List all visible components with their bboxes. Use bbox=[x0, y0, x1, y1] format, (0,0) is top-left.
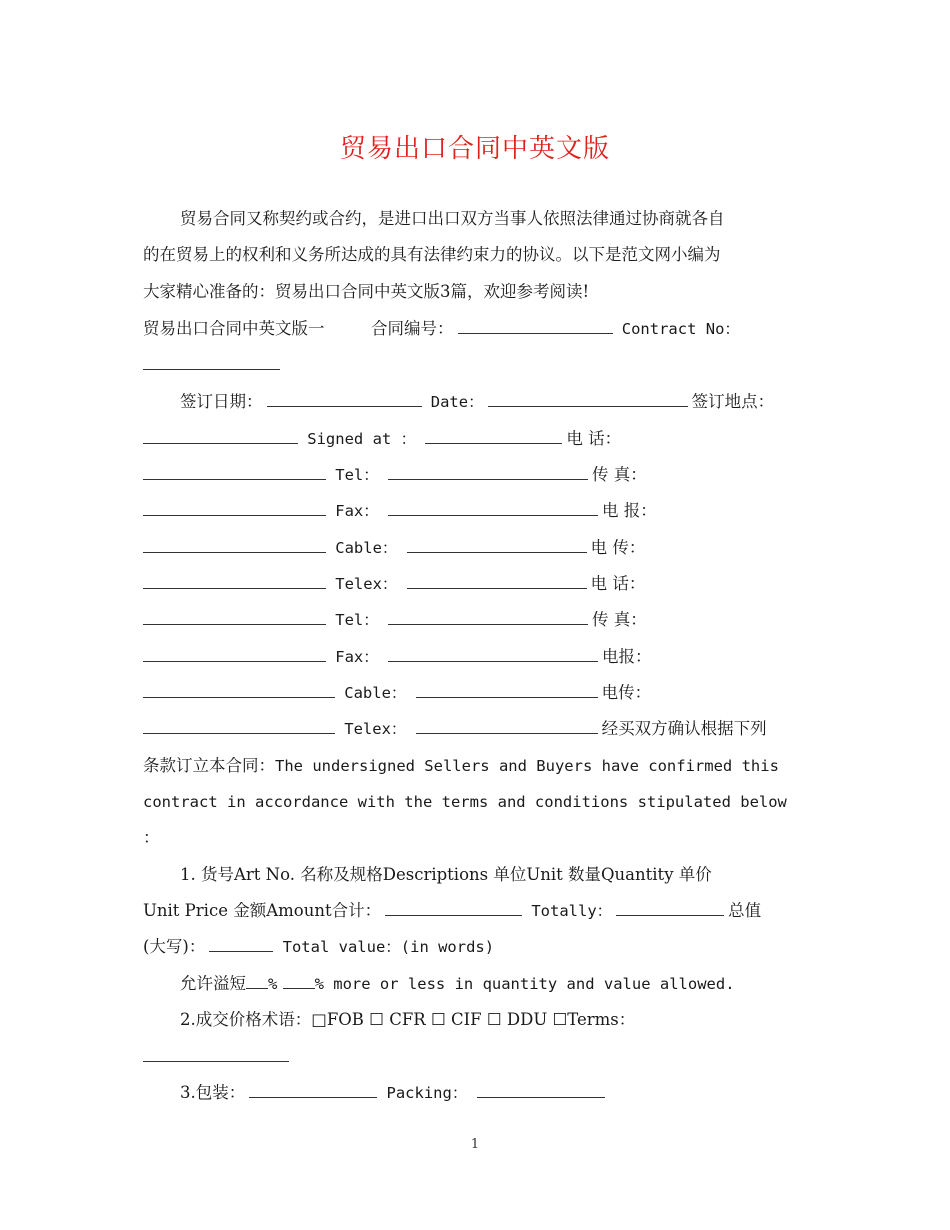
buyer-cable-cn-field[interactable] bbox=[143, 683, 335, 698]
sign-place-label: 签订地点： bbox=[691, 392, 775, 411]
telex-label-cn-2: 电传： bbox=[601, 683, 652, 702]
item1-row-b bbox=[143, 900, 803, 922]
totally-label: Totally： bbox=[531, 902, 613, 920]
terms-field[interactable] bbox=[143, 1047, 289, 1062]
seller-cable-en-field[interactable] bbox=[407, 538, 587, 553]
contract-no-en-field[interactable] bbox=[143, 355, 280, 370]
signed-at-row bbox=[143, 428, 803, 450]
intro-line-1: 贸易合同又称契约或合约，是进口出口双方当事人依照法律通过协商就各自 bbox=[180, 209, 725, 228]
confirm-text-cn-a: 经买双方确认根据下列 bbox=[601, 719, 767, 738]
telex-label-cn: 电 传： bbox=[590, 538, 646, 557]
fax-label-cn-2: 传 真： bbox=[592, 610, 647, 629]
confirm-text-en-a: The undersigned Sellers and Buyers have confirmed this bbox=[275, 757, 779, 775]
confirm-text-cn-b: 条款订立本合同： bbox=[143, 756, 275, 775]
tel-label-en-2: Tel： bbox=[335, 611, 379, 629]
item1-row-a: 1. 货号Art No. 名称及规格Descriptions 单位Unit 数量Quantity 单价 bbox=[180, 865, 712, 884]
buyer-tel-row bbox=[143, 609, 803, 631]
terms-row bbox=[180, 1009, 805, 1031]
fax-label-cn: 传 真： bbox=[592, 465, 647, 484]
telex-label-en-2: Telex： bbox=[344, 720, 407, 738]
seller-cable-cn-field[interactable] bbox=[143, 538, 326, 553]
confirm-row-2: contract in accordance with the terms and conditions stipulated below bbox=[143, 793, 787, 811]
document-title: 贸易出口合同中英文版 bbox=[339, 134, 610, 164]
terms-label: 2.成交价格术语：□FOB ☐ CFR ☐ CIF ☐ DDU ☐Terms： bbox=[180, 1010, 636, 1029]
cable-label-en-2: Cable： bbox=[344, 684, 407, 702]
buyer-tel-cn-field[interactable] bbox=[143, 610, 326, 625]
contract-no-label-cn: 合同编号： bbox=[371, 319, 454, 338]
telex-label-en: Telex： bbox=[335, 575, 398, 593]
date-row bbox=[180, 391, 805, 413]
signed-at-field[interactable] bbox=[425, 429, 562, 444]
terms-blank-row bbox=[143, 1046, 803, 1068]
seller-fax-row bbox=[143, 500, 803, 522]
packing-cn-field[interactable] bbox=[249, 1083, 377, 1098]
allowance-percent: % bbox=[268, 975, 278, 993]
packing-label-cn: 3.包装： bbox=[180, 1083, 246, 1102]
seller-tel-cn-field[interactable] bbox=[143, 465, 326, 480]
tel-label-en: Tel： bbox=[335, 466, 379, 484]
contract-no-blank-row bbox=[143, 354, 803, 376]
buyer-fax-row bbox=[143, 646, 803, 668]
cable-label-cn: 电 报： bbox=[602, 501, 657, 520]
contract-no-label-en: Contract No： bbox=[621, 320, 740, 338]
date-label-en: Date： bbox=[430, 393, 484, 411]
contract-no-field[interactable] bbox=[458, 319, 613, 334]
packing-en-field[interactable] bbox=[477, 1083, 605, 1098]
total-value-label-cn: 总值 bbox=[728, 901, 762, 920]
seller-fax-en-field[interactable] bbox=[388, 501, 598, 516]
seller-telex-row bbox=[143, 573, 803, 595]
intro-line-3: 大家精心准备的：贸易出口合同中英文版3篇，欢迎参考阅读! bbox=[143, 282, 590, 301]
intro-line-2: 的在贸易上的权利和义务所达成的具有法律约束力的协议。以下是范文网小编为 bbox=[143, 245, 721, 264]
packing-row bbox=[180, 1082, 805, 1104]
seller-tel-row bbox=[143, 464, 803, 486]
allowance-text-en: % more or less in quantity and value allowed. bbox=[314, 975, 735, 993]
tel-label-cn-2: 电 话： bbox=[590, 574, 646, 593]
seller-fax-cn-field[interactable] bbox=[143, 501, 326, 516]
section1-heading: 贸易出口合同中英文版一 bbox=[143, 319, 325, 338]
tel-label-cn: 电 话： bbox=[566, 429, 622, 448]
sign-place-field[interactable] bbox=[143, 429, 298, 444]
total-amount-label: Unit Price 金额Amount合计： bbox=[143, 901, 382, 920]
allowance-field-2[interactable] bbox=[283, 974, 315, 989]
cable-label-cn-2: 电报： bbox=[602, 647, 652, 666]
signed-at-label: Signed at ： bbox=[307, 430, 417, 448]
buyer-fax-en-field[interactable] bbox=[388, 647, 598, 662]
sign-date-field[interactable] bbox=[267, 392, 422, 407]
cable-label-en: Cable： bbox=[335, 539, 398, 557]
contract-no-row bbox=[143, 318, 803, 340]
buyer-telex-en-field[interactable] bbox=[416, 719, 598, 734]
allowance-row bbox=[180, 973, 805, 995]
seller-cable-row bbox=[143, 537, 803, 559]
seller-telex-en-field[interactable] bbox=[407, 574, 587, 589]
buyer-telex-row bbox=[143, 718, 803, 740]
buyer-cable-row bbox=[143, 682, 803, 704]
in-words-field[interactable] bbox=[209, 937, 273, 952]
packing-label-en: Packing： bbox=[386, 1084, 468, 1102]
confirm-colon: ： bbox=[143, 828, 160, 847]
allowance-field-1[interactable] bbox=[246, 974, 268, 989]
sign-date-label: 签订日期： bbox=[180, 392, 263, 411]
in-words-label-cn: (大写)： bbox=[143, 937, 206, 956]
buyer-tel-en-field[interactable] bbox=[388, 610, 588, 625]
buyer-fax-cn-field[interactable] bbox=[143, 647, 326, 662]
fax-label-en-2: Fax： bbox=[335, 648, 379, 666]
total-amount-field[interactable] bbox=[385, 901, 522, 916]
seller-telex-cn-field[interactable] bbox=[143, 574, 326, 589]
allowance-label: 允许溢短 bbox=[180, 974, 246, 993]
date-field[interactable] bbox=[488, 392, 688, 407]
totally-field[interactable] bbox=[616, 901, 724, 916]
confirm-row-1 bbox=[143, 755, 803, 777]
total-value-label-en: Total value：(in words) bbox=[282, 938, 495, 956]
fax-label-en: Fax： bbox=[335, 502, 379, 520]
seller-tel-en-field[interactable] bbox=[388, 465, 588, 480]
buyer-telex-cn-field[interactable] bbox=[143, 719, 335, 734]
page-number: 1 bbox=[470, 1137, 480, 1152]
item1-row-c bbox=[143, 936, 803, 958]
buyer-cable-en-field[interactable] bbox=[416, 683, 598, 698]
